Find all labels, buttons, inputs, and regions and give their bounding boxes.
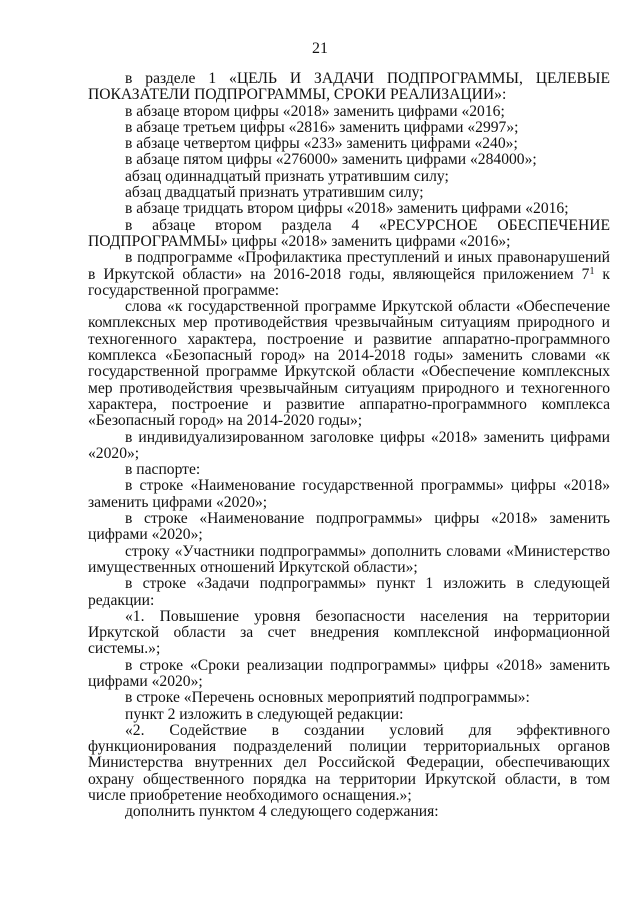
paragraph: в абзаце втором цифры «2018» заменить цифрами «2016; bbox=[125, 102, 505, 120]
document-body bbox=[88, 71, 610, 821]
paragraph: в строке «Задачи подпрограммы» пункт 1 изложить в следующей редакции: bbox=[88, 575, 610, 609]
page-number: 21 bbox=[312, 40, 328, 57]
paragraph-text: в подпрограмме «Профилактика преступлений и иных правонарушений в Иркутской области» на 2016-2018 годы, являющейся приложением 7 bbox=[88, 249, 610, 283]
paragraph: строку «Участники подпрограммы» дополнить словами «Министерство имущественных отношений Иркутской области»; bbox=[88, 542, 610, 576]
paragraph: пункт 2 изложить в следующей редакции: bbox=[125, 705, 404, 723]
superscript-number: 1 bbox=[589, 265, 595, 277]
paragraph: в абзаце пятом цифры «276000» заменить цифрами «284000»; bbox=[125, 151, 537, 169]
paragraph: в паспорте: bbox=[125, 461, 201, 479]
paragraph-text-tail: к государственной программе: bbox=[88, 265, 610, 299]
paragraph: абзац одиннадцатый признать утратившим силу; bbox=[125, 167, 449, 185]
paragraph bbox=[88, 250, 610, 299]
paragraph: «1. Повышение уровня безопасности населения на территории Иркутской области за счет внедрения комплексной информационной системы.»; bbox=[88, 607, 610, 658]
paragraph: в строке «Перечень основных мероприятий подпрограммы»: bbox=[125, 689, 530, 707]
paragraph: «2. Содействие в создании условий для эффективного функционирования подразделений полиции территориальных органов Министерства внутренних дел Российской Федерации, обеспечивающих охрану общественного порядка на территории Иркутской области, в том числе приобретение необходимого оснащения.»; bbox=[88, 721, 610, 805]
paragraph: в абзаце третьем цифры «2816» заменить цифрами «2997»; bbox=[125, 118, 519, 136]
paragraph: в индивидуализированном заголовке цифры «2018» заменить цифрами «2020»; bbox=[88, 428, 610, 462]
paragraph: в абзаце втором раздела 4 «РЕСУРСНОЕ ОБЕСПЕЧЕНИЕ ПОДПРОГРАММЫ» цифры «2018» заменить цифрами «2016»; bbox=[88, 216, 610, 250]
paragraph: в абзаце тридцать втором цифры «2018» заменить цифрами «2016; bbox=[125, 200, 569, 218]
paragraph: в разделе 1 «ЦЕЛЬ И ЗАДАЧИ ПОДПРОГРАММЫ, ЦЕЛЕВЫЕ ПОКАЗАТЕЛИ ПОДПРОГРАММЫ, СРОКИ РЕАЛИЗАЦИИ»: bbox=[88, 70, 610, 104]
paragraph: в строке «Сроки реализации подпрограммы» цифры «2018» заменить цифрами «2020»; bbox=[88, 656, 610, 690]
paragraph: в строке «Наименование государственной программы» цифры «2018» заменить цифрами «2020»; bbox=[88, 477, 610, 511]
paragraph: в строке «Наименование подпрограммы» цифры «2018» заменить цифрами «2020»; bbox=[88, 510, 610, 544]
paragraph: абзац двадцатый признать утратившим силу; bbox=[125, 184, 424, 202]
paragraph: в абзаце четвертом цифры «233» заменить цифрами «240»; bbox=[125, 135, 518, 153]
paragraph: слова «к государственной программе Иркутской области «Обеспечение комплексных мер противодействия чрезвычайным ситуациям природного и техногенного характера, построение и развитие аппаратно-программного комплекса «Безопасный город» на 2014-2018 годы» заменить словами «к государственной программе Иркутской области «Обеспечение комплексных мер противодействия чрезвычайным ситуациям природного и техногенного характера, построение и развитие аппаратно-программного комплекса «Безопасный город» на 2014-2020 годы»; bbox=[88, 298, 610, 430]
paragraph: дополнить пунктом 4 следующего содержания: bbox=[125, 803, 439, 821]
